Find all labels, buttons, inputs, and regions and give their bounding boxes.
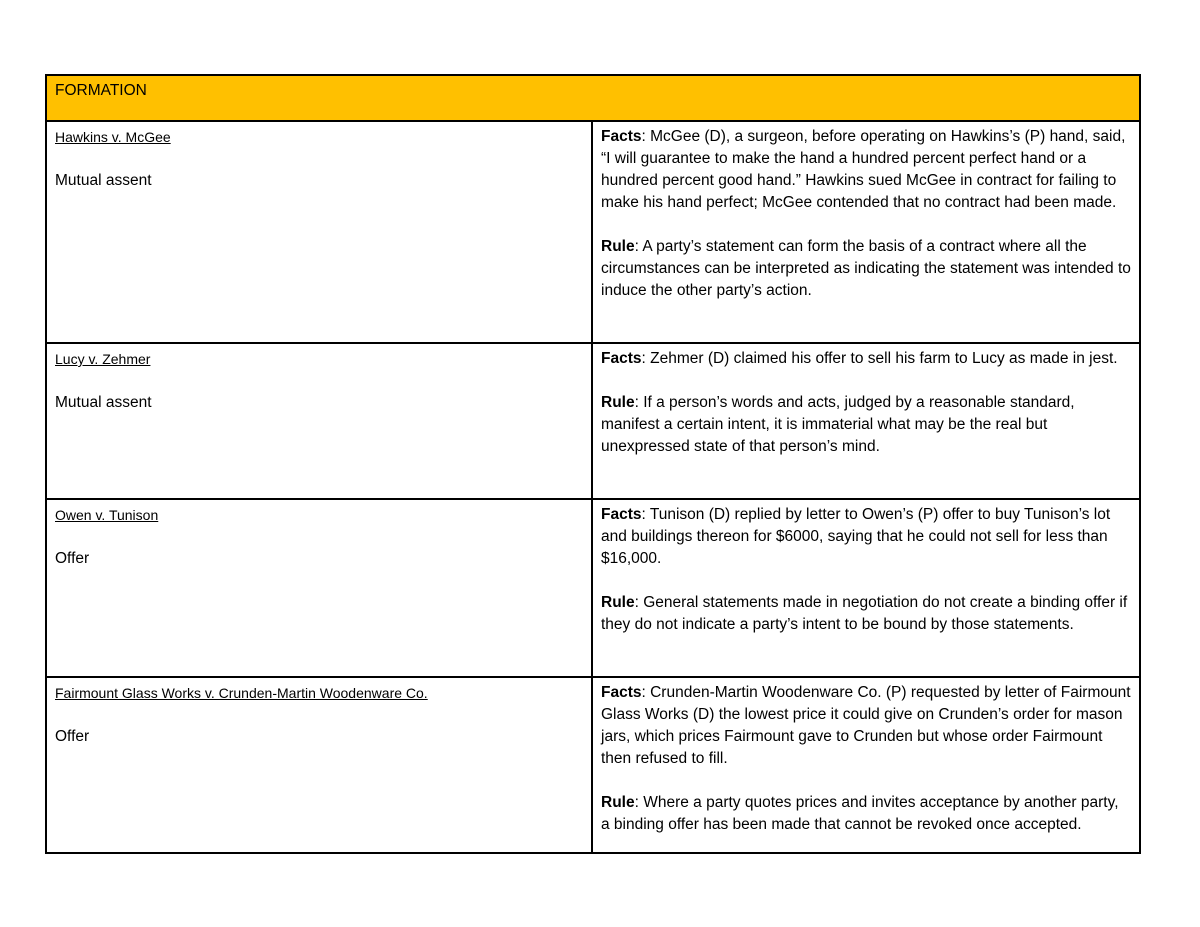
- facts-text: : Crunden-Martin Woodenware Co. (P) requested by letter of Fairmount Glass Works (D) the lowest price it could give on Crunden’s order for mason jars, which prices Fairmount gave to Crunden but whose order Fairmount then refused to fill.: [601, 684, 1131, 767]
- rule-text: : General statements made in negotiation do not create a binding offer if they do not indicate a party’s intent to be bound by those statements.: [601, 594, 1128, 633]
- facts-label: Facts: [601, 350, 642, 367]
- brief-cell: [592, 499, 1140, 677]
- rule-paragraph: [601, 236, 1131, 302]
- case-topic: Mutual assent: [55, 172, 152, 189]
- facts-paragraph: [601, 504, 1131, 570]
- rule-paragraph: [601, 392, 1131, 458]
- case-topic: Offer: [55, 550, 90, 567]
- rule-label: Rule: [601, 238, 635, 255]
- rule-text: : Where a party quotes prices and invites acceptance by another party, a binding offer has been made that cannot be revoked once accepted.: [601, 794, 1119, 833]
- table-row: [46, 677, 1140, 853]
- facts-text: : Tunison (D) replied by letter to Owen’s (P) offer to buy Tunison’s lot and buildings thereon for $6000, saying that he could not sell for less than $16,000.: [601, 506, 1111, 567]
- brief-cell: [592, 121, 1140, 343]
- brief-cell: [592, 343, 1140, 499]
- table-row: [46, 121, 1140, 343]
- case-cell: [46, 677, 592, 853]
- section-header-cell: [46, 75, 1140, 121]
- header-row: [46, 75, 1140, 121]
- rule-text: : If a person’s words and acts, judged by a reasonable standard, manifest a certain intent, it is immaterial what may be the real but unexpressed state of that person’s mind.: [601, 394, 1075, 455]
- section-title: FORMATION: [55, 82, 147, 99]
- facts-text: : McGee (D), a surgeon, before operating on Hawkins’s (P) hand, said, “I will guarantee to make the hand a hundred percent perfect hand or a hundred percent good hand.” Hawkins sued McGee in contract for failing to make his hand perfect; McGee contended that no contract had been made.: [601, 128, 1126, 211]
- case-name: Lucy v. Zehmer: [55, 351, 151, 367]
- case-brief-table: [45, 74, 1141, 854]
- facts-label: Facts: [601, 506, 642, 523]
- case-topic: Mutual assent: [55, 394, 152, 411]
- case-brief-sheet: [45, 74, 1139, 854]
- facts-paragraph: [601, 682, 1131, 770]
- rule-label: Rule: [601, 394, 635, 411]
- rule-paragraph: [601, 792, 1131, 836]
- case-name: Hawkins v. McGee: [55, 129, 171, 145]
- rule-paragraph: [601, 592, 1131, 636]
- brief-cell: [592, 677, 1140, 853]
- facts-text: : Zehmer (D) claimed his offer to sell his farm to Lucy as made in jest.: [641, 350, 1118, 367]
- rule-label: Rule: [601, 594, 635, 611]
- rule-label: Rule: [601, 794, 635, 811]
- facts-label: Facts: [601, 684, 642, 701]
- case-topic: Offer: [55, 728, 90, 745]
- case-cell: [46, 343, 592, 499]
- case-name: Owen v. Tunison: [55, 507, 159, 523]
- case-name: Fairmount Glass Works v. Crunden-Martin Woodenware Co.: [55, 685, 428, 701]
- facts-paragraph: [601, 348, 1131, 370]
- rule-text: : A party’s statement can form the basis of a contract where all the circumstances can be interpreted as indicating the statement was intended to induce the other party’s action.: [601, 238, 1131, 299]
- case-cell: [46, 499, 592, 677]
- facts-label: Facts: [601, 128, 642, 145]
- table-row: [46, 499, 1140, 677]
- table-row: [46, 343, 1140, 499]
- facts-paragraph: [601, 126, 1131, 214]
- case-cell: [46, 121, 592, 343]
